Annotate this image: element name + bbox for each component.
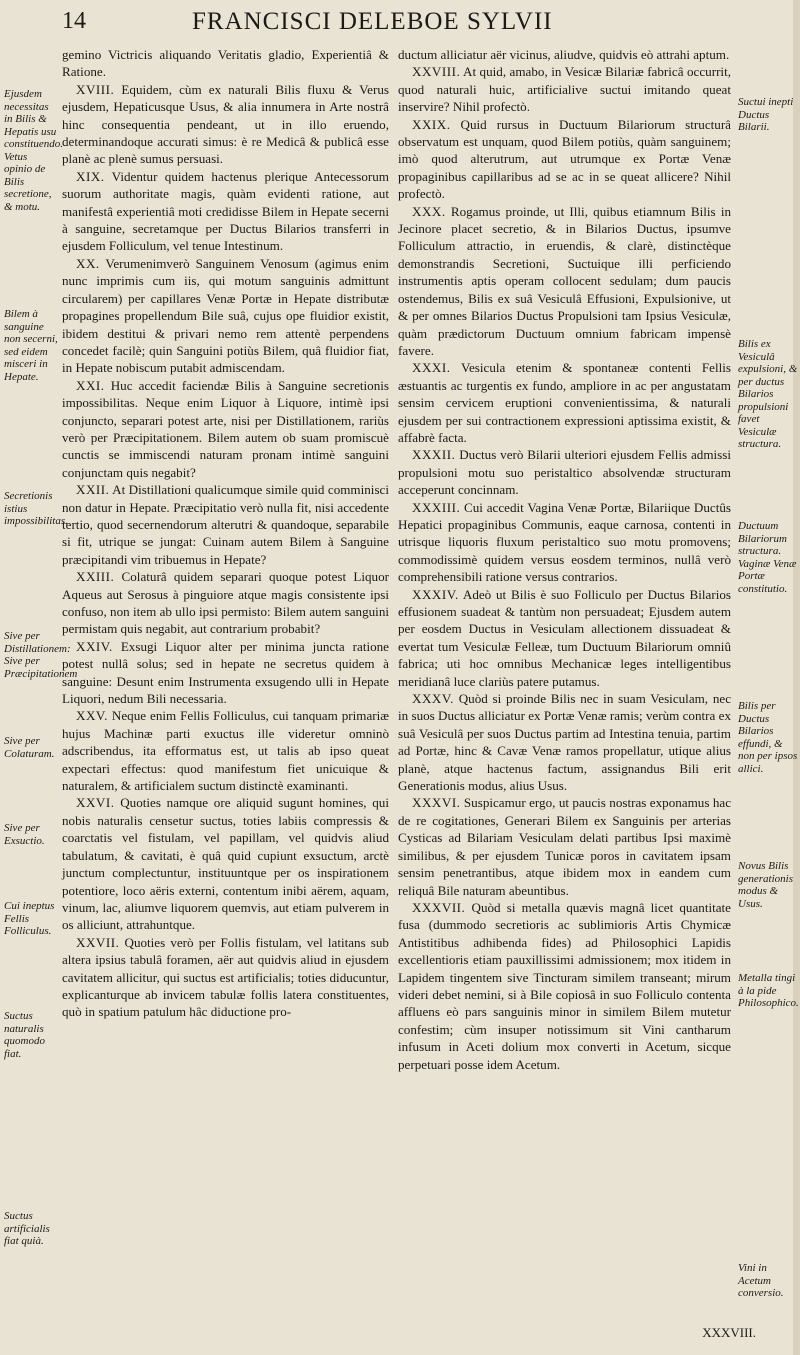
paragraph-text: gemino Victricis aliquando Veritatis gladio, Experientiâ & Ratione. [62, 47, 389, 80]
page-number: 14 [62, 8, 86, 34]
section-number: XXII. [76, 482, 110, 498]
margin-note-left: Suctus artificialis fiat quià. [4, 1210, 50, 1247]
paragraph [62, 168, 389, 255]
section-number: XXVI. [76, 795, 115, 811]
paragraph [62, 377, 389, 481]
paragraph-text: Quoties namque ore aliquid sugunt homines, qui nobis naturalis censetur suctus, toties labiis compressis & coarctatis vel fistulam, vel papillam, vel quidvis aliud tabulatum, & cavitati, è quâ quid cupiunt exsuctum, arctè junctum complectuntur, instituuntque per os inspirationem potentiore, loco aëris externi, contentum inibi aërem, aquam, vinum, lac, aliumve liquorem quemvis, aut etiam pulverem in os alliciunt, attrahuntque. [62, 795, 389, 933]
paragraph [62, 794, 389, 933]
paragraph [398, 116, 731, 203]
paragraph-text: Rogamus proinde, ut Illi, quibus etiamnum Bilis in Jecinore placet secretio, & in Bilarios Ductus, ipsumve Folliculum attractio, in eruendis, & clarè, distinctèque demonstrandis Secretioni, Suctuique illi perficiendo instrumentis aptis operam collocent sedulam; dum paucis ostendemus, Bilis ex suâ Vesiculâ Effusioni, Expulsionive, ut & per omnes Bilarios Ductus Propulsioni tam Ipsius Vesiculæ, quàm prædictorum Ductuum omnium fabricam impensè favere. [398, 203, 732, 358]
paragraph [398, 446, 731, 498]
section-number: XXXII. [412, 447, 456, 463]
paragraph-text: Exsugi Liquor alter per minima juncta ratione potest nullâ solus; sed in hepate ne secretus quidem à sanguine: Desunt enim Instrumenta exsugendo ulli in Hepate Liquori, nedum Bili necessaria. [62, 638, 389, 707]
margin-note-left: Bilem à sanguine non secerni, sed eidem misceri in Hepate. [4, 308, 58, 383]
paragraph [398, 899, 731, 1073]
paragraph-text: Huc accedit faciendæ Bilis à Sanguine secretionis impossibilitas. Neque enim Liquor à Liquore, intimè ipsi conjuncto, separari potest arte, nisi per Distillationem, rariùs verò per Præcipitationem. Bilem autem ob suam promiscuè cunctis se immiscendi naturam pronam intimè sanguini conjunctam quis negabit? [62, 377, 389, 480]
section-number: XXIV. [76, 638, 113, 654]
paragraph [398, 46, 731, 63]
paragraph-text: Quoties verò per Follis fistulam, vel latitans sub altera ipsius tabulâ foramen, aër aut quidvis aliud in ejusdem cavitatem allicitur, qui suctus est artificialis; toties diducuntur, explicanturque ab invicem tabulæ follis latera constituentes, quò in spatium patulum hâc diductione pro- [62, 934, 389, 1020]
paragraph [398, 203, 731, 360]
margin-note-left: Sive per Exsuctio. [4, 822, 45, 847]
paragraph-text: Videntur quidem hactenus plerique Antecessorum suorum authoritate magis, quàm evidenti ratione, aut manifestâ experientiâ moti credidisse Bilem in Hepate secerni à sanguine, secretamque per Ductus Bilarios transferri in ejusdem Folliculum, vel tenue Intestinum. [62, 168, 389, 254]
paragraph [398, 63, 731, 115]
section-number: XX. [76, 255, 100, 271]
paragraph [62, 46, 389, 81]
section-number: XXXV. [412, 691, 454, 707]
paragraph [398, 690, 731, 794]
paragraph-text: Suspicamur ergo, ut paucis nostras exponamus hac de re cogitationes, Generari Bilem ex Sanguinis per arterias Cysticas ad Bilariam Vesiculam delati partibus Ipsi maximè similibus, & per ejusdem Tunicæ poros in cavitatem ipsam sensim penetrantibus, atque ibidem mox in eandem cum reliquâ Bile naturam abeuntibus. [398, 795, 731, 898]
paragraph-text: Neque enim Fellis Folliculus, cui tanquam primariæ hujus Machinæ parti exuctus ille videretur omninò adscribendus, ita efformatus est, ut talis ab ipso queat expectari effectus: quod manifestum fiet unicuique & naturalem, & artificialem suctum distinctè examinanti. [62, 708, 390, 794]
section-number: XXVII. [76, 934, 120, 950]
section-number: XXXVII. [412, 899, 466, 915]
section-number: XXV. [76, 708, 108, 724]
paragraph [62, 255, 389, 377]
margin-note-right: Suctui inepti Ductus Bilarii. [738, 96, 794, 133]
section-number: XXXIII. [412, 499, 461, 515]
running-head: FRANCISCI DELEBOE SYLVII [192, 8, 553, 35]
section-number: XVIII. [76, 81, 115, 97]
text-column-right [398, 46, 731, 1073]
paragraph [398, 499, 731, 586]
margin-note-left: Cui ineptus Fellis Folliculus. [4, 900, 55, 937]
paragraph-text: Quòd si metalla quævis magnâ licet quantitate fusa (dummodo secretioris ac sublimioris Artis Chymicæ Antistitibus adhibenda fides) ad Philosophici Lapidis excellentioris etiam pauxillissimi admissionem; mox itidem in Lapidem tingentem sive Tincturam similem transeant; mirum videri debet nemini, si à Bile copiosâ in suo Folliculo contenta affluens eò pars sanguinis minor in similem Bilem mutetur confestim; cùm insuper notissimum sit Vini cantharum infusum in Aceti dolium mox converti in Acetum, sicque perpetuari posse idem Acetum. [398, 899, 731, 1072]
paragraph-text: Quid rursus in Ductuum Bilariorum structurâ observatum est unquam, quod Bilem potiùs, quàm sanguinem; imò quod alterutrum, aut utrumque ex Portæ Venæ propaginibus capillaribus ad se ac in se queat allicere? Nihil profectò. [398, 116, 731, 202]
paragraph [398, 794, 731, 898]
section-number: XXVIII. [412, 64, 461, 80]
section-number: XXIX. [412, 116, 451, 132]
page-edge [793, 0, 800, 1355]
paragraph [62, 568, 389, 638]
margin-note-left: Sive per Colaturam. [4, 735, 55, 760]
text-column-left [62, 46, 389, 1021]
paragraph-text: Colaturâ quidem separari quoque potest Liquor Aqueus aut Serosus à pinguiore atque magis consistente ipsi confuso, non item ab ullo ipsi permisto: Bilem autem sanguini permistam quis negabit, aut contrarium probabit? [62, 569, 389, 637]
paragraph-text: Vesicula etenim & spontaneæ contenti Fellis æstuantis ac turgentis ex fundo, ampliore in ac per angustatam sensim cervicem eruptioni convenientissima, & naturali ejusdem per sui contractionem expressioni aptissima existit, & affabrè facta. [398, 360, 731, 445]
section-number: XXXI. [412, 360, 451, 376]
section-number: XXX. [412, 203, 446, 219]
margin-note-right: Metalla tingi à la pide Philosophico. [738, 972, 799, 1009]
catchword: XXXVIII. [702, 1325, 756, 1340]
paragraph [62, 81, 389, 168]
margin-note-right: Bilis ex Vesiculâ expulsioni, & per ductus Bilarios propulsioni favet Vesiculæ structura. [738, 338, 798, 450]
paragraph-text: Adeò ut Bilis è suo Folliculo per Ductus Bilarios effusionem suadeat & tantùm non persuadeat; Ejusdem autem per eosdem Ductus in Vesiculam allectionem dissuadeat & evertat tum Vesiculæ Felleæ, tum Ductuum Bilariorum omniû fabrica; uti hoc omnibus Mechanicæ leges intelligentibus meridianâ luce clariùs patere putamus. [398, 586, 731, 689]
section-number: XXXIV. [412, 586, 459, 602]
paragraph [62, 707, 389, 794]
section-number: XXIII. [76, 569, 115, 585]
margin-note-left: Secretionis istius impossibilitas. [4, 490, 68, 527]
paragraph [62, 481, 389, 568]
paragraph [398, 359, 731, 446]
paragraph-text: Verumenimverò Sanguinem Venosum (agimus enim nunc imprimis cum iis, qui motum sanguinis admittunt circularem) per capillares Venæ Portæ in Hepate distributæ propagines propellendum Bile suâ, cujus ope fluidior existit, ibidem destitui & privari nemo rem attentè perpendens concedet facilè; quin Sanguini potiùs Bilem, quâ fluidior fiat, in Hepate nobiscum putabit admiscendam. [62, 255, 389, 376]
paragraph-text: At Distillationi qualicumque simile quid comminisci non datur in Hepate. Præcipitatio verò nulla fit, nisi accedente tertio, quod secernendorum alterutri & quandoque, separabile si fit, utrique se jungat: Cuinam autem Bilem à Sanguine præcipitandi vim tribuemus in Hepate? [62, 482, 389, 567]
paragraph-text: At quid, amabo, in Vesicæ Bilariæ fabricâ occurrit, quod naturali huic, artificialive suctui imitando queat inservire? Nihil profectò. [398, 64, 731, 115]
paragraph-text: Equidem, cùm ex naturali Bilis fluxu & Verus ejusdem, Hepaticusque Usus, & alia innumera in Arte nostrâ hinc consequentia pendeant, ut in illo eruendo, determinandoque accurati simus: è re Medicâ & publicâ esse planè ac plenè sumus persuasi. [62, 81, 389, 167]
paragraph-text: ductum alliciatur aër vicinus, aliudve, quidvis eò attrahi aptum. [398, 47, 730, 62]
paragraph-text: Quòd si proinde Bilis nec in suam Vesiculam, nec in suos Ductus alliciatur ex Portæ Venæ ramis; verùm contra ex suâ Vesiculâ per suos Ductus partim ad Intestina tenuia, partim ad Portæ, hinc & Cavæ Venæ ramos propellatur, utique alius planè, atque hactenus factum, assignandus Bili erit Generationis modus, alius Usus. [398, 691, 732, 794]
paragraph-text: Cui accedit Vagina Venæ Portæ, Bilariique Ductûs Hepatici propaginibus Communis, eaque carnosa, contenti in utrisque liquoris fluxum peristaltico suo motu promovens; commodissimè quidem versus eosdem terminos, nullâ verò comprehensibili ratione versus contrarios. [398, 499, 731, 585]
section-number: XXI. [76, 377, 105, 393]
margin-note-left: Sive per Distillationem: Sive per Præcipitationem [4, 630, 78, 680]
margin-note-left: Suctus naturalis quomodo fiat. [4, 1010, 45, 1060]
margin-note-right: Ductuum Bilariorum structura. Vaginæ Venæ Portæ constitutio. [738, 520, 797, 595]
margin-note-right: Bilis per Ductus Bilarios effundi, & non per ipsos allici. [738, 700, 798, 775]
margin-note-left: Ejusdem necessitas in Bilis & Hepatis usu constituendo. Vetus opinio de Bilis secretione, & motu. [4, 88, 63, 213]
paragraph [398, 586, 731, 690]
margin-note-right: Novus Bilis generationis modus & Usus. [738, 860, 793, 910]
page-header [62, 6, 762, 36]
margin-note-right: Vini in Acetum conversio. [738, 1262, 784, 1299]
section-number: XXXVI. [412, 795, 461, 811]
section-number: XIX. [76, 168, 105, 184]
paragraph-text: Ductus verò Bilarii ulteriori ejusdem Fellis admissi propulsioni motu suo peristaltico absolvendæ structuram acceperunt concinnam. [398, 447, 731, 498]
paragraph [62, 934, 389, 1021]
paragraph [62, 638, 389, 708]
